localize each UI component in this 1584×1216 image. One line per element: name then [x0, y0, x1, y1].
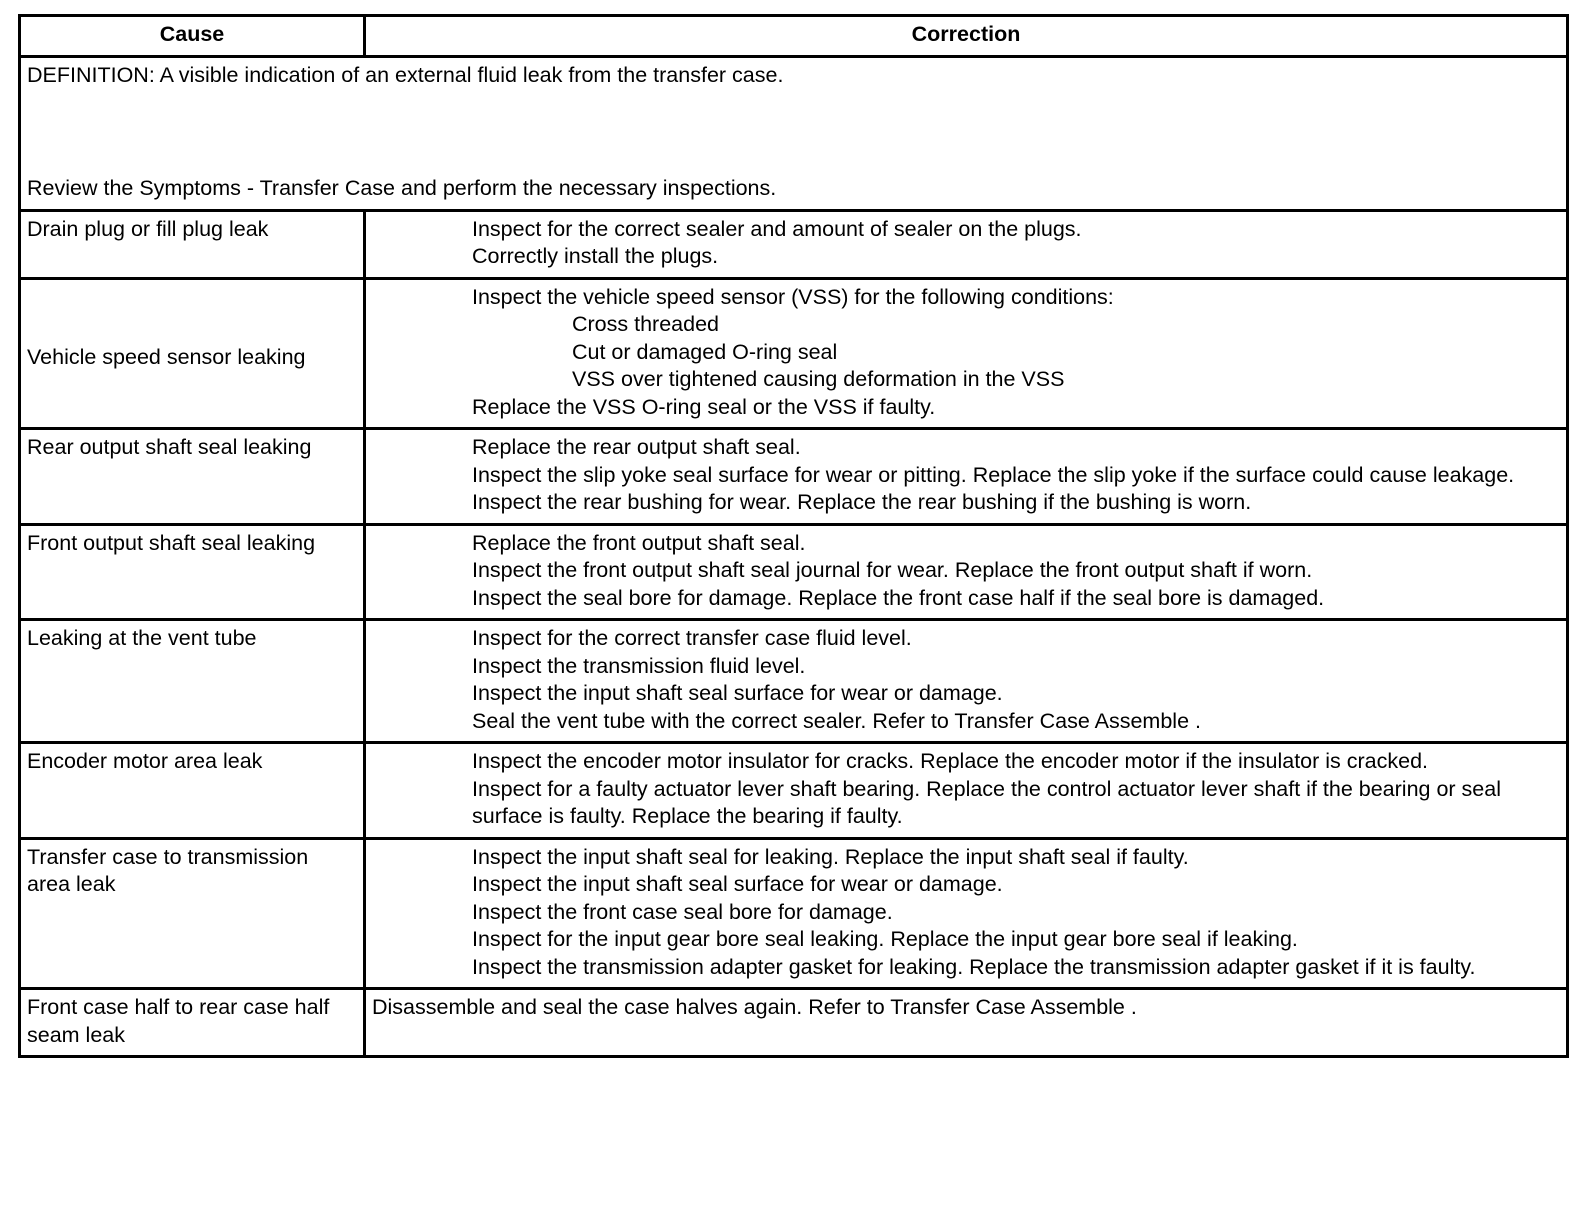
definition-spacer: [27, 89, 1560, 175]
cause-cell: Rear output shaft seal leaking: [20, 429, 365, 525]
table-row: [20, 429, 1568, 525]
table-row-definition: [20, 56, 1568, 210]
correction-line: Inspect for the input gear bore seal leaking. Replace the input gear bore seal if leaking.: [472, 927, 1298, 952]
definition-cell: [20, 56, 1568, 210]
cause-cell: Transfer case to transmission area leak: [20, 838, 365, 989]
correction-line: Seal the vent tube with the correct sealer. Refer to Transfer Case Assemble .: [472, 708, 1201, 733]
correction-cell: [365, 620, 1568, 743]
correction-line: Inspect the front output shaft seal journal for wear. Replace the front output shaft if worn.: [472, 558, 1313, 583]
correction-line: Cut or damaged O-ring seal: [572, 339, 838, 364]
column-header-correction: Correction: [365, 16, 1568, 57]
definition-text: DEFINITION: A visible indication of an external fluid leak from the transfer case.: [27, 62, 784, 87]
table-body: [20, 56, 1568, 1057]
correction-line: Inspect for the correct transfer case fluid level.: [472, 626, 912, 651]
correction-line: Inspect the input shaft seal surface for wear or damage.: [472, 872, 1003, 897]
correction-cell: [365, 524, 1568, 620]
cause-cell: Front case half to rear case half seam leak: [20, 989, 365, 1057]
column-header-cause: Cause: [20, 16, 365, 57]
correction-line: VSS over tightened causing deformation in the VSS: [572, 367, 1065, 392]
cause-cell: Front output shaft seal leaking: [20, 524, 365, 620]
table-row: [20, 620, 1568, 743]
table-row: [20, 838, 1568, 989]
cause-cell: Leaking at the vent tube: [20, 620, 365, 743]
cause-cell: Encoder motor area leak: [20, 743, 365, 839]
table-row: [20, 210, 1568, 278]
correction-line: Replace the VSS O-ring seal or the VSS if faulty.: [472, 394, 936, 419]
cause-cell: Drain plug or fill plug leak: [20, 210, 365, 278]
correction-line: Inspect the encoder motor insulator for cracks. Replace the encoder motor if the insulator is cracked.: [472, 749, 1429, 774]
table-header-row: [20, 16, 1568, 57]
correction-line: Replace the front output shaft seal.: [472, 530, 806, 555]
correction-line: Inspect the transmission fluid level.: [472, 653, 806, 678]
correction-line: Inspect the vehicle speed sensor (VSS) for the following conditions:: [472, 284, 1114, 309]
correction-line: Cross threaded: [572, 312, 719, 337]
correction-cell: [365, 743, 1568, 839]
table-header: [20, 16, 1568, 57]
correction-line: Inspect the input shaft seal for leaking. Replace the input shaft seal if faulty.: [472, 844, 1189, 869]
table-row: [20, 743, 1568, 839]
correction-cell: [365, 838, 1568, 989]
correction-line: Inspect for a faulty actuator lever shaft bearing. Replace the control actuator lever shaft if the bearing or seal surface is faulty. Replace the bearing if faulty.: [472, 776, 1501, 829]
correction-cell: [365, 278, 1568, 429]
correction-line: Correctly install the plugs.: [472, 244, 719, 269]
table-row: [20, 989, 1568, 1057]
correction-cell: [365, 429, 1568, 525]
correction-line: Inspect the seal bore for damage. Replace the front case half if the seal bore is damaged.: [472, 585, 1325, 610]
correction-line: Disassemble and seal the case halves again. Refer to Transfer Case Assemble .: [372, 995, 1137, 1020]
correction-line: Inspect the input shaft seal surface for wear or damage.: [472, 681, 1003, 706]
correction-line: Inspect the transmission adapter gasket for leaking. Replace the transmission adapter gasket if it is faulty.: [472, 954, 1476, 979]
correction-cell: [365, 989, 1568, 1057]
cause-cell: Vehicle speed sensor leaking: [20, 278, 365, 429]
correction-line: Inspect the slip yoke seal surface for wear or pitting. Replace the slip yoke if the surface could cause leakage.: [472, 462, 1515, 487]
correction-line: Inspect for the correct sealer and amount of sealer on the plugs.: [472, 216, 1082, 241]
definition-review-text: Review the Symptoms - Transfer Case and perform the necessary inspections.: [27, 176, 777, 201]
table-row: [20, 524, 1568, 620]
table-row: [20, 278, 1568, 429]
correction-cell: [365, 210, 1568, 278]
diagnostic-table: [18, 14, 1569, 1058]
correction-line: Inspect the front case seal bore for damage.: [472, 899, 893, 924]
correction-line: Replace the rear output shaft seal.: [472, 435, 801, 460]
correction-line: Inspect the rear bushing for wear. Replace the rear bushing if the bushing is worn.: [472, 490, 1252, 515]
